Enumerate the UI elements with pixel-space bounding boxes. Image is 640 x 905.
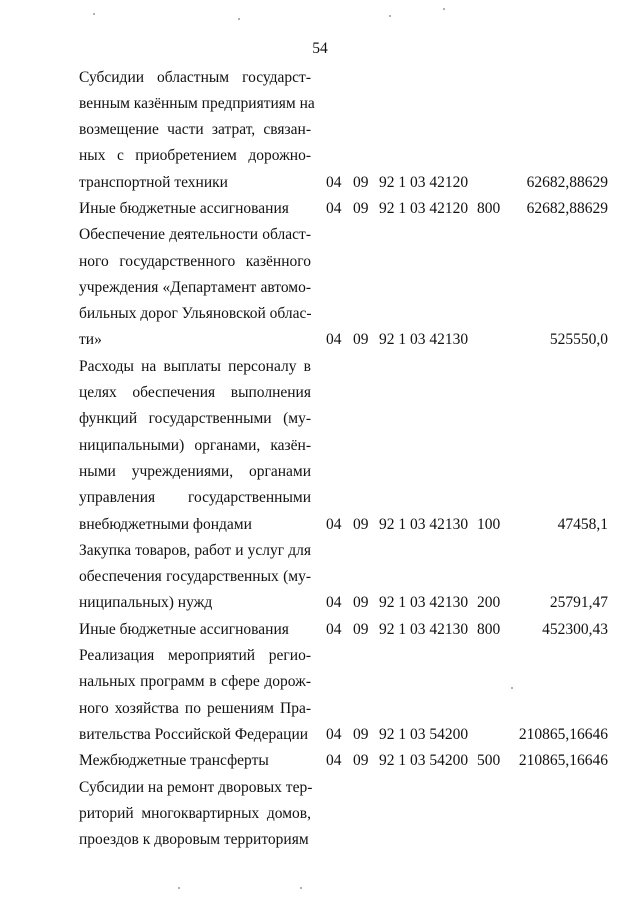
description-line: управления государственными bbox=[79, 489, 311, 507]
target-article-code: 92 1 03 54200 bbox=[379, 725, 469, 743]
description-line: ного хозяйства по решениям Пра- bbox=[79, 699, 311, 717]
description-line: Иные бюджетные ассигнования bbox=[79, 620, 289, 638]
scan-speck bbox=[300, 887, 302, 889]
section-code: 04 bbox=[326, 173, 342, 191]
description-line: Субсидии областным государст- bbox=[79, 68, 311, 86]
description-line: Обеспечение деятельности област- bbox=[79, 226, 311, 244]
expense-type-code: 500 bbox=[477, 752, 501, 770]
description-line: ниципальных) нужд bbox=[79, 594, 213, 612]
expense-description bbox=[79, 65, 315, 196]
description-line: Иные бюджетные ассигнования bbox=[79, 200, 289, 217]
description-line: внебюджетными фондами bbox=[79, 515, 252, 533]
amount-value: 62682,88629 bbox=[526, 173, 608, 191]
description-line: проездов к дворовым территориям bbox=[79, 831, 309, 849]
amount-value: 210865,16646 bbox=[518, 752, 608, 770]
scan-speck bbox=[178, 887, 180, 889]
amount-value: 62682,88629 bbox=[526, 200, 608, 217]
scan-speck bbox=[389, 15, 391, 17]
section-code: 04 bbox=[326, 752, 342, 770]
expense-description bbox=[79, 643, 311, 748]
subsection-code: 09 bbox=[353, 173, 369, 191]
description-line: ти» bbox=[79, 331, 102, 349]
description-line: ниципальными) органами, казён- bbox=[79, 436, 311, 454]
description-line: Субсидии на ремонт дворовых тер- bbox=[79, 778, 313, 796]
description-line: целях обеспечения выполнения bbox=[79, 384, 311, 402]
target-article-code: 92 1 03 42130 bbox=[379, 515, 469, 533]
expense-description bbox=[79, 775, 311, 854]
target-article-code: 92 1 03 42130 bbox=[379, 620, 469, 638]
amount-value: 47458,1 bbox=[557, 515, 608, 533]
description-line: учреждения «Департамент автомо- bbox=[79, 278, 311, 296]
expense-type-code: 200 bbox=[477, 594, 501, 612]
section-code: 04 bbox=[326, 200, 342, 217]
subsection-code: 09 bbox=[353, 752, 369, 770]
description-line: бильных дорог Ульяновской облас- bbox=[79, 305, 312, 323]
expense-description bbox=[79, 196, 311, 222]
description-line: Реализация мероприятий регио- bbox=[79, 647, 311, 665]
expense-type-code: 800 bbox=[477, 200, 501, 217]
section-code: 04 bbox=[326, 331, 342, 349]
amount-value: 525550,0 bbox=[549, 331, 608, 349]
expense-description bbox=[79, 617, 311, 643]
description-line: функций государственными (му- bbox=[79, 410, 311, 428]
subsection-code: 09 bbox=[353, 620, 369, 638]
description-line: ными учреждениями, органами bbox=[79, 462, 311, 480]
expense-description bbox=[79, 538, 311, 617]
expense-type-code: 100 bbox=[477, 515, 501, 533]
target-article-code: 92 1 03 42130 bbox=[379, 331, 469, 349]
page-number: 54 bbox=[312, 40, 328, 57]
target-article-code: 92 1 03 42130 bbox=[379, 594, 469, 612]
subsection-code: 09 bbox=[353, 725, 369, 743]
scan-speck bbox=[238, 18, 240, 20]
section-code: 04 bbox=[326, 725, 342, 743]
subsection-code: 09 bbox=[353, 331, 369, 349]
target-article-code: 92 1 03 42120 bbox=[379, 200, 469, 217]
expense-description bbox=[79, 748, 311, 774]
description-line: венным казённым предприятиям на bbox=[79, 94, 315, 112]
target-article-code: 92 1 03 42120 bbox=[379, 173, 469, 191]
description-line: нальных программ в сфере дорож- bbox=[79, 673, 311, 691]
description-line: вительства Российской Федерации bbox=[79, 725, 309, 743]
scan-speck bbox=[511, 687, 513, 689]
section-code: 04 bbox=[326, 594, 342, 612]
section-code: 04 bbox=[326, 620, 342, 638]
subsection-code: 09 bbox=[353, 200, 369, 217]
description-line: обеспечения государственных (му- bbox=[79, 568, 311, 586]
scan-speck bbox=[93, 13, 95, 15]
description-line: ного государственного казённого bbox=[79, 252, 311, 270]
amount-value: 210865,16646 bbox=[518, 725, 608, 743]
expense-type-code: 800 bbox=[477, 620, 501, 638]
section-code: 04 bbox=[326, 515, 342, 533]
description-line: Расходы на выплаты персоналу в bbox=[79, 357, 311, 375]
description-line: транспортной техники bbox=[79, 173, 228, 191]
subsection-code: 09 bbox=[353, 515, 369, 533]
target-article-code: 92 1 03 54200 bbox=[379, 752, 469, 770]
expense-description bbox=[79, 354, 311, 538]
amount-value: 452300,43 bbox=[542, 620, 608, 638]
description-line: Закупка товаров, работ и услуг для bbox=[79, 541, 311, 559]
description-line: риторий многоквартирных домов, bbox=[79, 804, 311, 822]
expense-description bbox=[79, 222, 311, 353]
scan-speck bbox=[443, 8, 445, 10]
subsection-code: 09 bbox=[353, 594, 369, 612]
amount-value: 25791,47 bbox=[549, 594, 608, 612]
description-line: ных с приобретением дорожно- bbox=[79, 147, 311, 165]
description-line: возмещение части затрат, связан- bbox=[79, 121, 311, 139]
description-line: Межбюджетные трансферты bbox=[79, 752, 269, 770]
